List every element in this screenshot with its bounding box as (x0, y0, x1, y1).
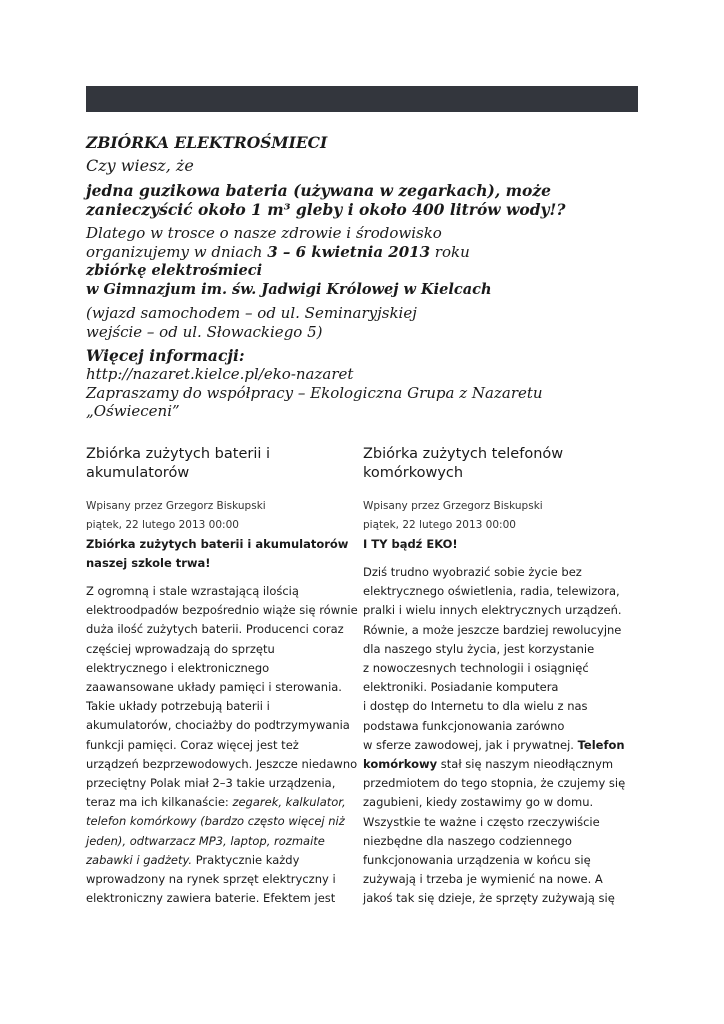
article-date: piątek, 22 lutego 2013 00:00 (363, 519, 516, 531)
body-line: funkcjonowania urządzenia w końcu się (363, 853, 591, 868)
body-line: i dostęp do Internetu to dla wielu z nas (363, 699, 588, 714)
body-line: duża ilość zużytych baterii. Producenci coraz (86, 622, 344, 637)
care-line: Dlatego w trosce o nasze zdrowie i środowisko (86, 224, 442, 242)
body-line: podstawa funkcjonowania zarówno (363, 718, 565, 733)
article-title-line-2: komórkowych (363, 465, 464, 481)
body-line: dla naszego stylu życia, jest korzystanie (363, 641, 595, 656)
collection-line: zbiórkę elektrośmieci (86, 262, 263, 279)
article-title (363, 445, 638, 483)
body-line: Takie układy potrzebują baterii i (86, 699, 270, 714)
access-car-line: (wjazd samochodem – od ul. Seminaryjskiej (86, 304, 417, 322)
body-line: Dziś trudno wyobrazić sobie życie bez (363, 565, 582, 579)
body-line: jeden), odtwarzacz MP3, laptop, rozmaite (86, 833, 325, 848)
organize-dates: 3 – 6 kwietnia 2013 (267, 242, 431, 261)
fact-line-2: zanieczyścić około 1 m³ gleby i około 400 litrów wody!? (86, 200, 566, 219)
body-line: jakoś tak się dzieje, że sprzęty zużywają się (363, 891, 615, 906)
body-line: Z ogromną i stale wzrastającą ilością (86, 584, 299, 598)
body-line: pralki i wielu innych elektrycznych urządzeń. (363, 603, 622, 618)
body-line: z nowoczesnych technologii i osiągnięć (363, 661, 589, 676)
access-entry-line: wejście – od ul. Słowackiego 5) (86, 322, 323, 341)
article-phones (363, 445, 638, 909)
body-line: akumulatorów, chociażby do podtrzymywania (86, 718, 350, 733)
body-line: elektrycznego i elektronicznego (86, 660, 270, 675)
article-title-line-2: akumulatorów (86, 465, 190, 481)
body-line (86, 851, 358, 870)
body-line: częściej wprowadzają do sprzętu (86, 641, 275, 656)
body-line (86, 793, 358, 812)
article-lead (86, 535, 358, 573)
article-author: Wpisany przez Grzegorz Biskupski (86, 500, 266, 512)
venue-line: w Gimnazjum im. św. Jadwigi Królowej w Kielcach (86, 281, 492, 298)
organize-prefix: organizujemy w dniach (86, 242, 268, 261)
body-line: wprowadzony na rynek sprzęt elektryczny i (86, 872, 336, 887)
invite-line: Zapraszamy do współpracy – Ekologiczna Grupa z Nazaretu (86, 383, 543, 402)
article-body (363, 563, 638, 909)
body-text-span: teraz ma ich kilkanaście: (86, 795, 233, 810)
body-text-span: stał się naszym nieodłącznym (437, 757, 614, 772)
lead-line-1: I TY bądź EKO! (363, 537, 458, 551)
body-bold-span: Telefon (577, 737, 625, 752)
announcement (86, 132, 646, 421)
body-line (363, 736, 638, 755)
article-lead (363, 535, 638, 554)
article-body (86, 582, 358, 908)
fact-line-1: jedna guzikowa bateria (używana w zegarkach), może (86, 181, 552, 200)
body-line: przeciętny Polak miał 2–3 takie urządzenia, (86, 776, 336, 791)
header-bar (86, 86, 638, 112)
question-text: Czy wiesz, że (86, 156, 194, 175)
lead-line-1: Zbiórka zużytych baterii i akumulatorów (86, 537, 349, 551)
body-line: Równie, a może jeszcze bardziej rewolucyjne (363, 622, 622, 637)
article-title-line-1: Zbiórka zużytych baterii i (86, 446, 271, 462)
body-line: przedmiotem do tego stopnia, że czujemy się (363, 776, 626, 791)
article-date: piątek, 22 lutego 2013 00:00 (86, 519, 239, 531)
body-text-span: w sferze zawodowej, jak i prywatnej. (363, 737, 578, 752)
body-italic-span: zegarek, kalkulator, (232, 795, 346, 810)
body-line: urządzeń bezprzewodowych. Jeszcze niedawno (86, 756, 358, 771)
body-line: elektroniczny zawiera baterie. Efektem jest (86, 891, 336, 906)
body-line: Wszystkie te ważne i często rzeczywiście (363, 814, 600, 829)
body-line: elektrycznego oświetlenia, radia, telewizora, (363, 584, 620, 599)
body-line: zużywają i trzeba je wymienić na nowe. A (363, 872, 603, 887)
info-url: http://nazaret.kielce.pl/eko-nazaret (86, 365, 354, 383)
body-line (363, 755, 638, 774)
article-title-line-1: Zbiórka zużytych telefonów (363, 446, 564, 462)
body-line: funkcji pamięci. Coraz więcej jest też (86, 737, 299, 752)
body-line: elektroniki. Posiadanie komputera (363, 680, 559, 695)
body-line: niezbędne dla naszego codziennego (363, 833, 572, 848)
article-title (86, 445, 358, 483)
body-italic-span: zabawki i gadżety. (86, 852, 193, 867)
organize-suffix: roku (430, 242, 470, 261)
article-batteries (86, 445, 358, 908)
body-line: elektroodpadów bezpośrednio wiąże się równie (86, 603, 358, 618)
organize-line (86, 243, 646, 262)
article-author: Wpisany przez Grzegorz Biskupski (363, 500, 543, 512)
body-line: telefon komórkowy (bardzo często więcej niż (86, 814, 345, 829)
more-info-heading: Więcej informacji: (86, 346, 245, 365)
body-text-span: Praktycznie każdy (192, 852, 300, 867)
lead-line-2: naszej szkole trwa! (86, 556, 211, 570)
announcement-title: ZBIÓRKA ELEKTROŚMIECI (86, 133, 328, 152)
body-line: zagubieni, kiedy zostawimy go w domu. (363, 795, 594, 810)
body-line: zaawansowane układy pamięci i sterowania. (86, 680, 342, 695)
body-bold-span: komórkowy (363, 757, 438, 772)
group-name: „Oświeceni” (86, 402, 180, 420)
